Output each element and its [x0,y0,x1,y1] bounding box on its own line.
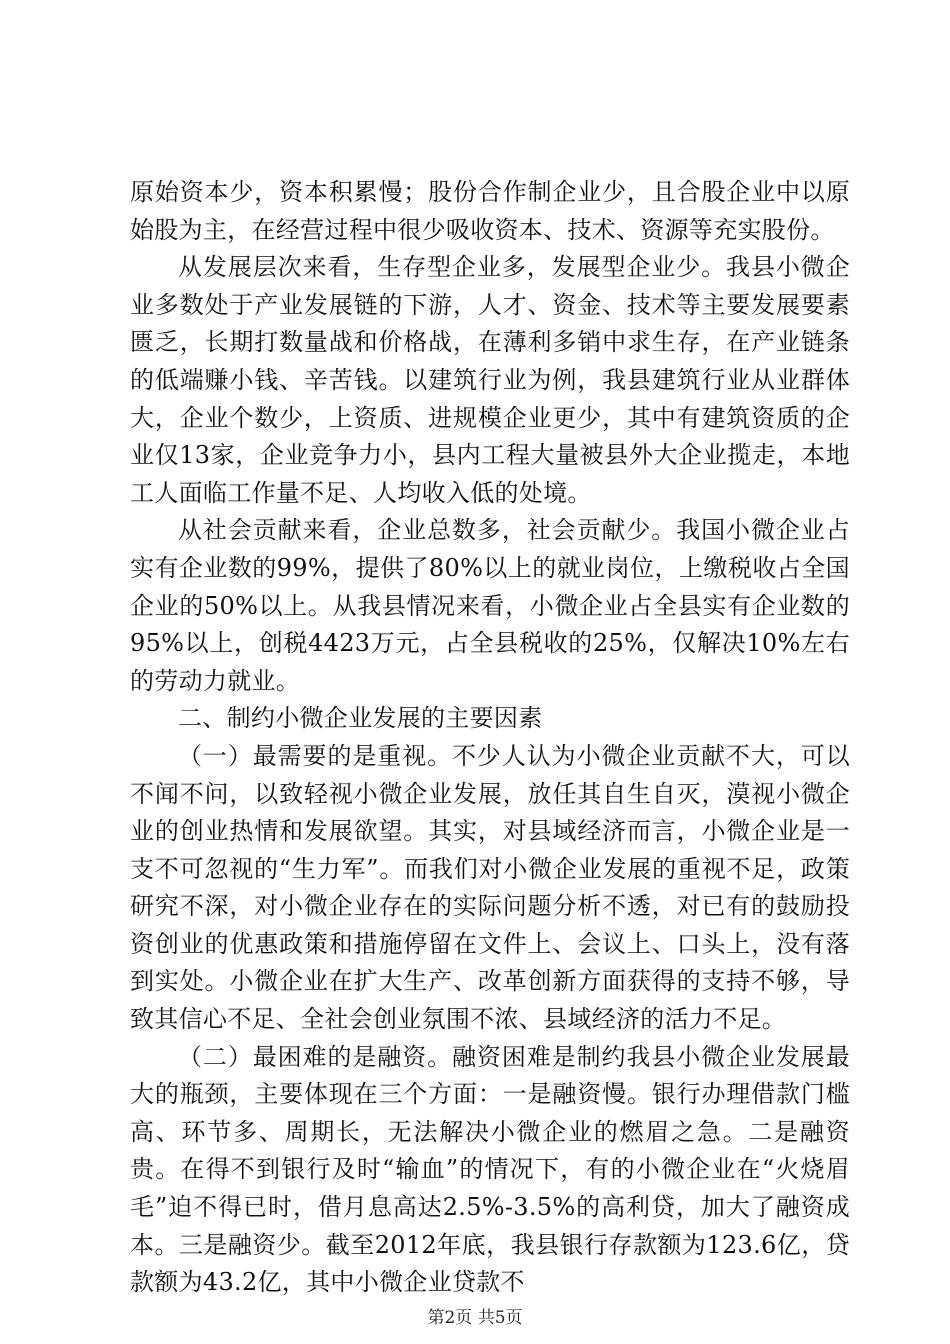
paragraph-financing: （二）最困难的是融资。融资困难是制约我县小微企业发展最大的瓶颈，主要体现在三个方面：一是融资慢。银行办理借款门槛高、环节多、周期长，无法解决小微企业的燃眉之急。二是融资贵。在得不到银行及时“输血”的情况下，有的小微企业在“火烧眉毛”迫不得已时，借月息高达2.5%-3.5%的高利贷，加大了融资成本。三是融资少。截至2012年底，我县银行存款额为123.6亿，贷款额为43.2亿，其中小微企业贷款不 [130,1042,850,1297]
paragraph-social-contribution: 从社会贡献来看，企业总数多，社会贡献少。我国小微企业占实有企业数的99%，提供了80%以上的就业岗位，上缴税收占全国企业的50%以上。从我县情况来看，小微企业占全县实有企业数的95%以上，创税4423万元，占全县税收的25%，仅解决10%左右的劳动力就业。 [130,516,850,695]
section-heading: 二、制约小微企业发展的主要因素 [178,704,543,733]
paragraph-attention: （一）最需要的是重视。不少人认为小微企业贡献不大，可以不闻不问，以致轻视小微企业发展，放任其自生自灭，漠视小微企业的创业热情和发展欲望。其实，对县域经济而言，小微企业是一支不可忽视的“生力军”。而我们对小微企业发展的重视不足，政策研究不深，对小微企业存在的实际问题分析不透，对已有的鼓励投资创业的优惠政策和措施停留在文件上、会议上、口头上，没有落到实处。小微企业在扩大生产、改革创新方面获得的支持不够，导致其信心不足、全社会创业氛围不浓、县域经济的活力不足。 [130,741,850,1034]
paragraph-continuation: 原始资本少，资本积累慢；股份合作制企业少，且合股企业中以原始股为主，在经营过程中很少吸收资本、技术、资源等充实股份。 [130,178,850,244]
document-body [130,174,850,1302]
page-number-footer: 第2页 共5页 [427,1308,523,1328]
paragraph-development-level: 从发展层次来看，生存型企业多，发展型企业少。我县小微企业多数处于产业发展链的下游，人才、资金、技术等主要发展要素匮乏，长期打数量战和价格战，在薄利多销中求生存，在产业链条的低端赚小钱、辛苦钱。以建筑行业为例，我县建筑行业从业群体大，企业个数少，上资质、进规模企业更少，其中有建筑资质的企业仅13家，企业竞争力小，县内工程大量被县外大企业揽走，本地工人面临工作量不足、人均收入低的处境。 [130,253,850,507]
